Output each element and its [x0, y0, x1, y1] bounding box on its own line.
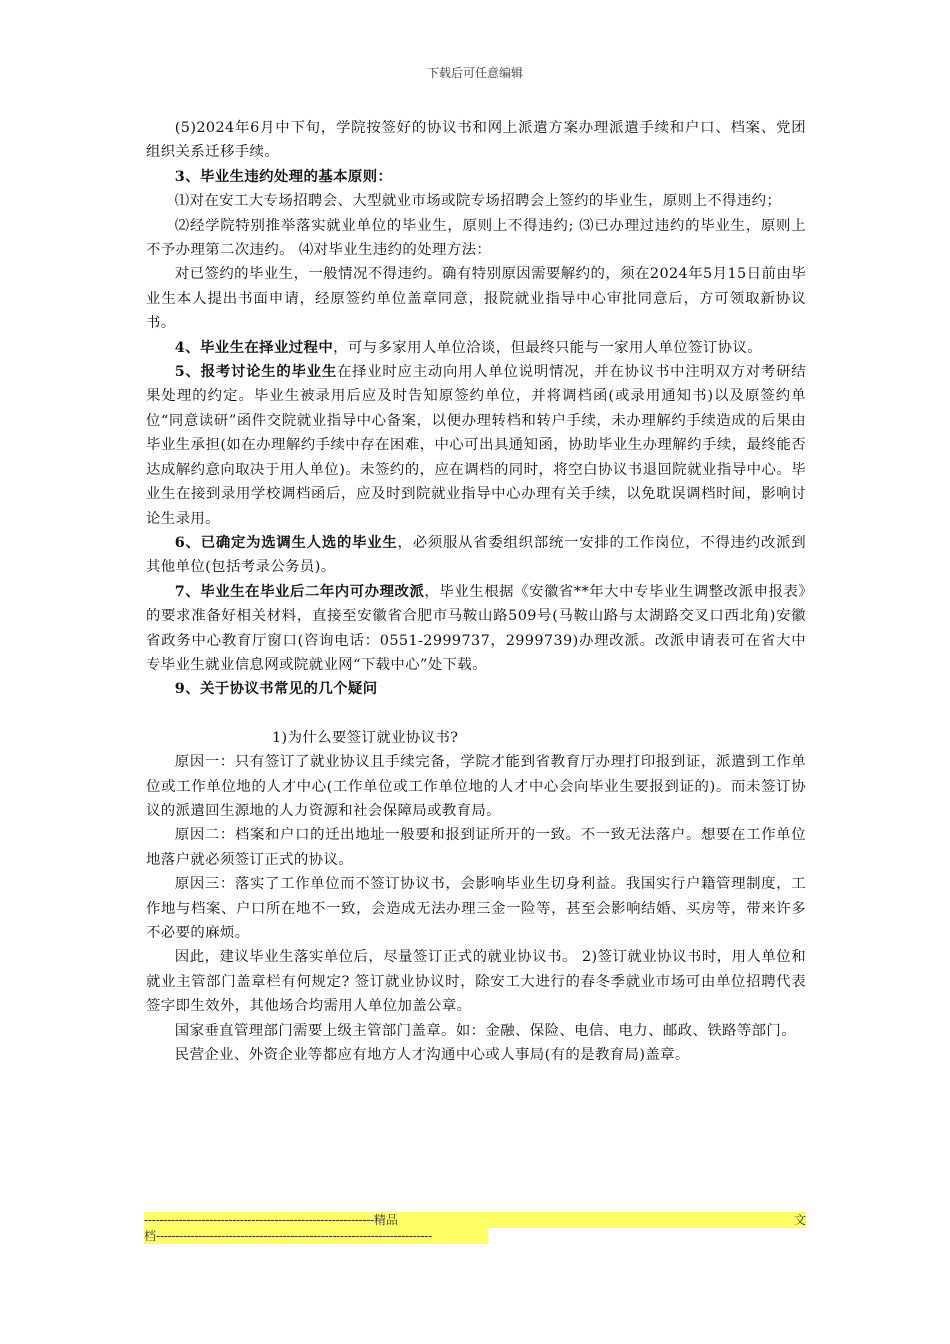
paragraph-5: (5)2024年6月中下旬，学院按签好的协议书和网上派遣方案办理派遣手续和户口、档案、党团组织关系迁移手续。: [146, 120, 806, 161]
footer-char-2: 品: [385, 1212, 398, 1227]
footer-line-1: [144, 1212, 806, 1228]
heading-5: 5、报考讨论生的毕业生: [174, 363, 337, 381]
heading-4: 4、毕业生在择业过程中: [174, 338, 334, 356]
page-header: 下载后可任意编辑: [426, 66, 523, 80]
footer-dashes-2: ------------------------------------------------------------------------: [156, 1229, 432, 1243]
paragraph-3-1: ⑴对在安工大专场招聘会、大型就业市场或院专场招聘会上签约的毕业生，原则上不得违约；: [174, 193, 782, 210]
footer-char-4: 档: [144, 1229, 157, 1243]
footer-char-3: 文: [793, 1212, 806, 1227]
conclusion: 因此，建议毕业生落实单位后，尽量签订正式的就业协议书。 2)签订就业协议书时，用人单位和就业主管部门盖章栏有何规定? 签订就业协议时，除安工大进行的春冬季就业市场可由单位招聘代表签字即生效外，其他场合均需用人单位加盖公章。: [146, 949, 806, 1015]
paragraph-5b: 5、报考讨论生的毕业生在择业时应主动向用人单位说明情况，并在协议书中注明双方对考研结果处理的约定。毕业生被录用后应及时告知原签约单位，并将调档函(或录用通知书)以及原签约单位“同意读研”函件交院就业指导中心备案，以便办理转档和转户手续，未办理解约手续造成的后果由毕业生承担(如在办理解约手续中存在困难，中心可出具通知函，协助毕业生办理解约手续，最终能否达成解约意向取决于用人单位)。未签约的，应在调档的同时，将空白协议书退回院就业指导中心。毕业生在接到录用学校调档函后，应及时到院就业指导中心办理有关手续，以免耽误调档时间，影响讨论生录用。: [146, 363, 807, 527]
heading-7: 7、毕业生在毕业后二年内可办理改派: [174, 582, 425, 600]
paragraph-6: 6、已确定为选调生人选的毕业生，必须服从省委组织部统一安排的工作岗位，不得违约改派到其他单位(包括考录公务员)。: [146, 533, 807, 576]
heading-3: 3、毕业生违约处理的基本原则：: [174, 167, 393, 185]
question-1: 1)为什么要签订就业协议书?: [272, 729, 459, 746]
footer-dashes: ------------------------------------------------------------: [144, 1212, 374, 1227]
vertical-departments: 国家垂直管理部门需要上级主管部门盖章。如：金融、保险、电信、电力、邮政、铁路等部门。: [174, 1022, 797, 1039]
heading-6: 6、已确定为选调生人选的毕业生: [174, 533, 398, 551]
paragraph-3-3: 对已签约的毕业生，一般情况不得违约。确有特别原因需要解约的，须在2024年5月15日前由毕业生本人提出书面申请，经原签约单位盖章同意，报院就业指导中心审批同意后，方可领取新协议书。: [146, 266, 806, 332]
spacer: [146, 702, 806, 726]
reason-1: 原因一：只有签订了就业协议且手续完备，学院才能到省教育厅办理打印报到证，派遣到工作单位或工作单位地的人才中心(工作单位或工作单位地的人才中心会向毕业生要报到证的)。而未签订协议的派遣回生源地的人力资源和社会保障局或教育局。: [146, 754, 806, 819]
paragraph-4: 4、毕业生在择业过程中，可与多家用人单位洽谈，但最终只能与一家用人单位签订协议。: [174, 338, 763, 356]
paragraph-7: 7、毕业生在毕业后二年内可办理改派，毕业生根据《安徽省**年大中专毕业生调整改派申报表》的要求准备好相关材料，直接至安徽省合肥市马鞍山路509号(马鞍山路与太湖路交叉口西北角)安徽省政务中心教育厅窗口(咨询电话：0551-2999737，2999739)办理改派。改派申请表可在省大中专毕业生就业信息网或院就业网“下载中心”处下载。: [146, 582, 806, 673]
footer-line-2: [144, 1228, 488, 1244]
reason-3: 原因三：落实了工作单位而不签订协议书，会影响毕业生切身利益。我国实行户籍管理制度，工作地与档案、户口所在地不一致，会造成无法办理三金一险等，甚至会影响结婚、买房等，带来许多不必要的麻烦。: [146, 876, 806, 941]
document-body: [146, 116, 806, 1067]
heading-9: 9、关于协议书常见的几个疑问: [174, 680, 378, 698]
footer-char-1: 精: [373, 1212, 386, 1227]
reason-2: 原因二：档案和户口的迁出地址一般要和报到证所开的一致。不一致无法落户。想要在工作单位地落户就必须签订正式的协议。: [146, 827, 806, 868]
page-footer: [144, 1212, 806, 1244]
private-enterprises: 民营企业、外资企业等都应有地方人才沟通中心或人事局(有的是教育局)盖章。: [174, 1047, 690, 1064]
paragraph-3-2: ⑵经学院特别推举落实就业单位的毕业生，原则上不得违约; ⑶已办理过违约的毕业生，原则上不予办理第二次违约。 ⑷对毕业生违约的处理方法：: [146, 217, 806, 259]
